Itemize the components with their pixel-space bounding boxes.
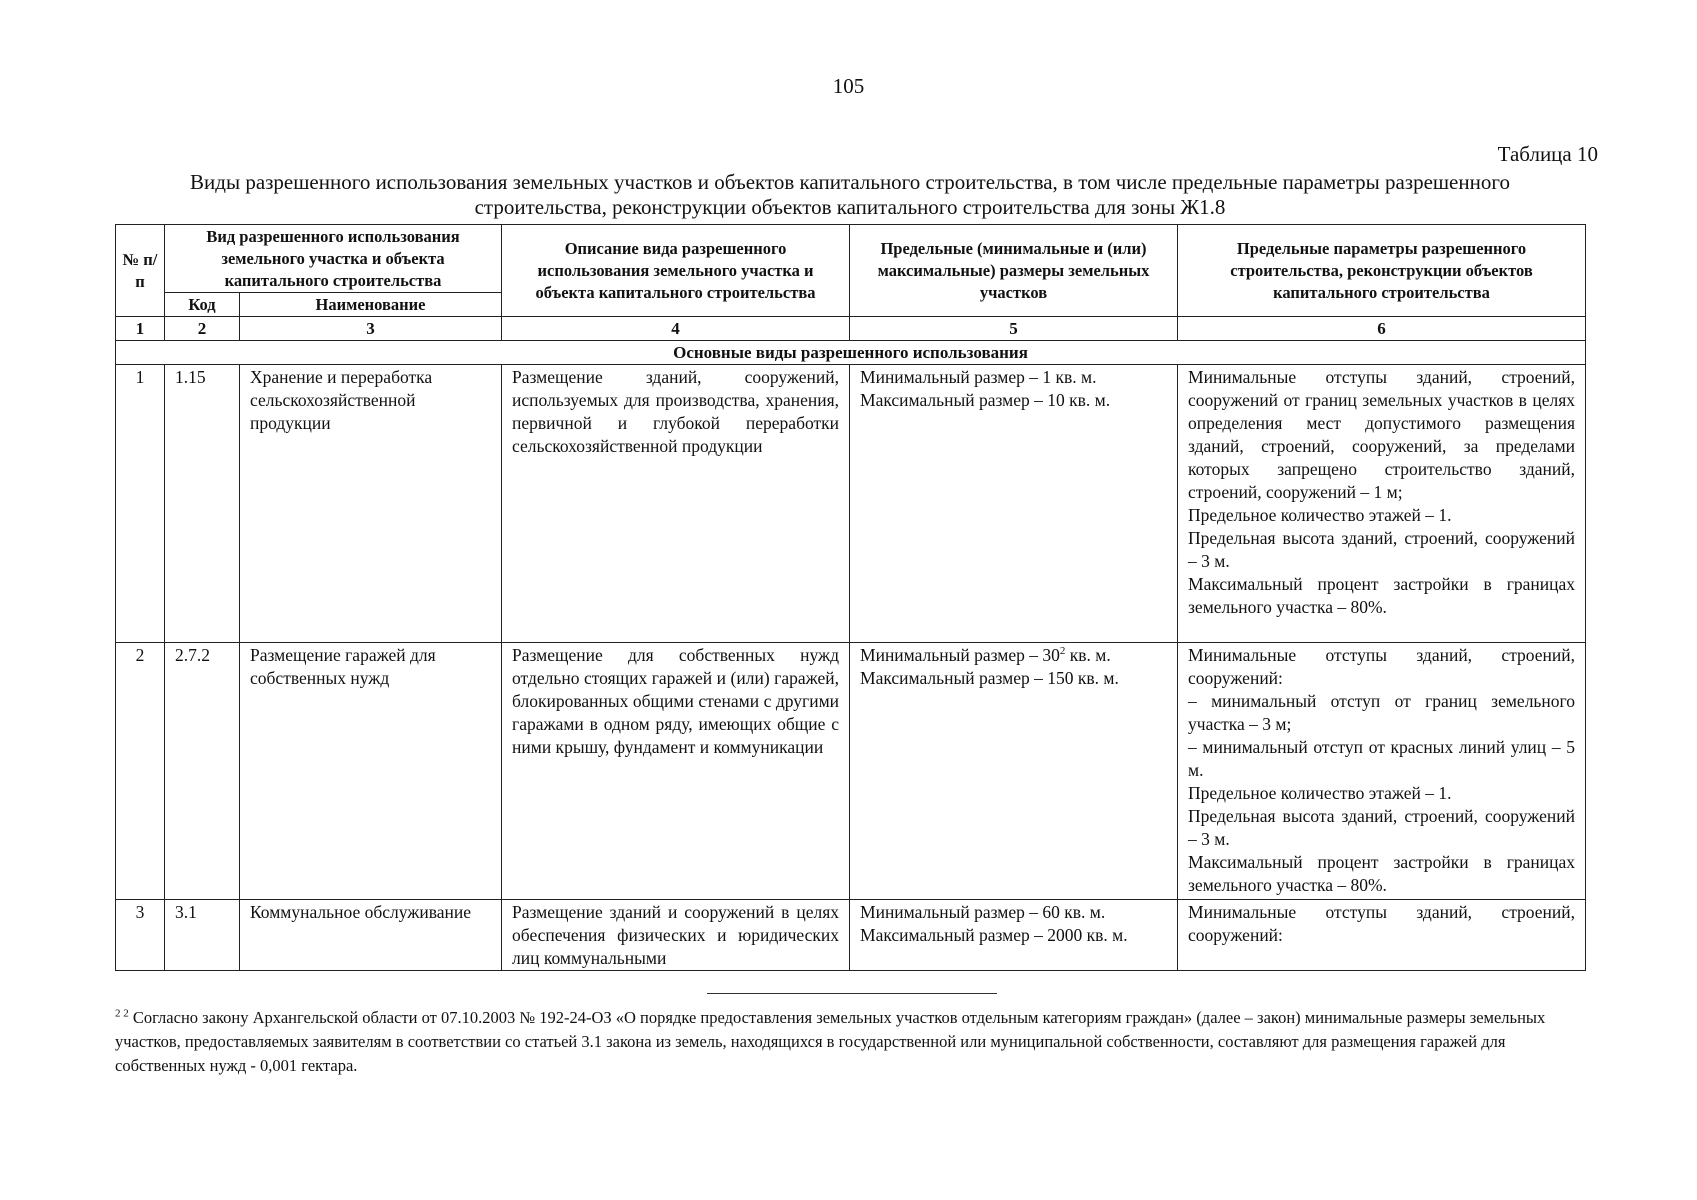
row-description: Размещение зданий, сооружений, используемых для производства, хранения, первичной и глубокой переработки сельскохозяйственной продукции (502, 365, 850, 643)
row-name: Коммунальное обслуживание (240, 900, 502, 971)
table-label: Таблица 10 (1497, 142, 1598, 166)
column-number: 5 (850, 317, 1178, 341)
param-item: Предельное количество этажей – 1. (1188, 505, 1452, 525)
row-description: Размещение зданий и сооружений в целях обеспечения физических и юридических лиц коммунальными (502, 900, 850, 971)
size-max: Максимальный размер – 150 кв. м. (860, 668, 1119, 688)
header-code: Код (165, 293, 240, 317)
section-title: Основные виды разрешенного использования (116, 341, 1586, 365)
row-code: 2.7.2 (165, 643, 240, 900)
page-number: 105 (832, 74, 865, 98)
row-sizes (850, 643, 1178, 900)
param-item: Предельная высота зданий, строений, сооружений – 3 м. (1188, 528, 1576, 571)
row-description: Размещение для собственных нужд отдельно стоящих гаражей и (или) гаражей, блокированных общими стенами с другими гаражами в одном ряду, имеющих общие с ними крышу, фундамент и коммуникации (502, 643, 850, 900)
footnote (115, 1006, 1585, 1078)
row-code: 1.15 (165, 365, 240, 643)
footnote-divider (707, 993, 997, 994)
size-min: Минимальный размер – 1 кв. м. (860, 367, 1097, 387)
permitted-use-table (115, 224, 1586, 971)
table-row (116, 365, 1586, 643)
footnote-text: Согласно закону Архангельской области от 07.10.2003 № 192-24-ОЗ «О порядке предоставления земельных участков отдельным категориям граждан» (далее – закон) минимальные размеры земельных участков, предоставляемых заявителям в соответствии со статьей 3.1 закона из земель, находящихся в государственной или муниципальной собственности, составляют для размещения гаражей для собственных нужд - 0,001 гектара. (115, 1008, 1546, 1075)
param-item: Минимальные отступы зданий, строений, сооружений: (1188, 902, 1576, 945)
header-params: Предельные параметры разрешенного строительства, реконструкции объектов капитального строительства (1178, 225, 1586, 317)
param-item: – минимальный отступ от границ земельного участка – 3 м; (1188, 691, 1576, 734)
table-row (116, 900, 1586, 971)
size-min: Минимальный размер – 60 кв. м. (860, 902, 1106, 922)
param-item: Максимальный процент застройки в границах земельного участка – 80%. (1188, 852, 1576, 895)
header-name: Наименование (240, 293, 502, 317)
header-use-type: Вид разрешенного использования земельного участка и объекта капитального строительства (165, 225, 502, 293)
table-row (116, 643, 1586, 900)
section-row (116, 341, 1586, 365)
size-max: Максимальный размер – 10 кв. м. (860, 390, 1111, 410)
param-item: Минимальные отступы зданий, строений, сооружений от границ земельных участков в целях определения мест допустимого размещения зданий, строений, сооружений, за пределами которых запрещено строительство зданий, строений, сооружений – 1 м; (1188, 367, 1576, 502)
param-item: Предельная высота зданий, строений, сооружений – 3 м. (1188, 806, 1576, 849)
param-item: Предельное количество этажей – 1. (1188, 783, 1452, 803)
param-item: Максимальный процент застройки в границах земельного участка – 80%. (1188, 574, 1576, 617)
column-number: 4 (502, 317, 850, 341)
column-number: 6 (1178, 317, 1586, 341)
row-sizes (850, 900, 1178, 971)
row-sizes (850, 365, 1178, 643)
row-num: 1 (116, 365, 165, 643)
header-sizes: Предельные (минимальные и (или) максимальные) размеры земельных участков (850, 225, 1178, 317)
row-params (1178, 643, 1586, 900)
header-num: № п/п (116, 225, 165, 317)
row-num: 3 (116, 900, 165, 971)
row-params (1178, 900, 1586, 971)
param-item: Минимальные отступы зданий, строений, сооружений: (1188, 645, 1576, 688)
size-min-text: Минимальный размер – 30 (860, 645, 1060, 665)
table-title: Виды разрешенного использования земельных участков и объектов капитального строительства, в том числе предельные параметры разрешенного строительства, реконструкции объектов капитального строительства для зоны Ж1.8 (190, 170, 1510, 219)
row-name: Хранение и переработка сельскохозяйственной продукции (240, 365, 502, 643)
column-number: 2 (165, 317, 240, 341)
param-item: – минимальный отступ от красных линий улиц – 5 м. (1188, 737, 1576, 780)
header-description: Описание вида разрешенного использования земельного участка и объекта капитального строительства (502, 225, 850, 317)
column-number: 1 (116, 317, 165, 341)
size-min-unit: кв. м. (1065, 645, 1111, 665)
footnote-marker: 2 2 (115, 1007, 129, 1020)
column-numbers-row (116, 317, 1586, 341)
row-params (1178, 365, 1586, 643)
column-number: 3 (240, 317, 502, 341)
size-min (860, 644, 1167, 667)
row-name: Размещение гаражей для собственных нужд (240, 643, 502, 900)
footnote-ref: 2 (1059, 645, 1066, 658)
size-max: Максимальный размер – 2000 кв. м. (860, 925, 1128, 945)
row-code: 3.1 (165, 900, 240, 971)
row-num: 2 (116, 643, 165, 900)
